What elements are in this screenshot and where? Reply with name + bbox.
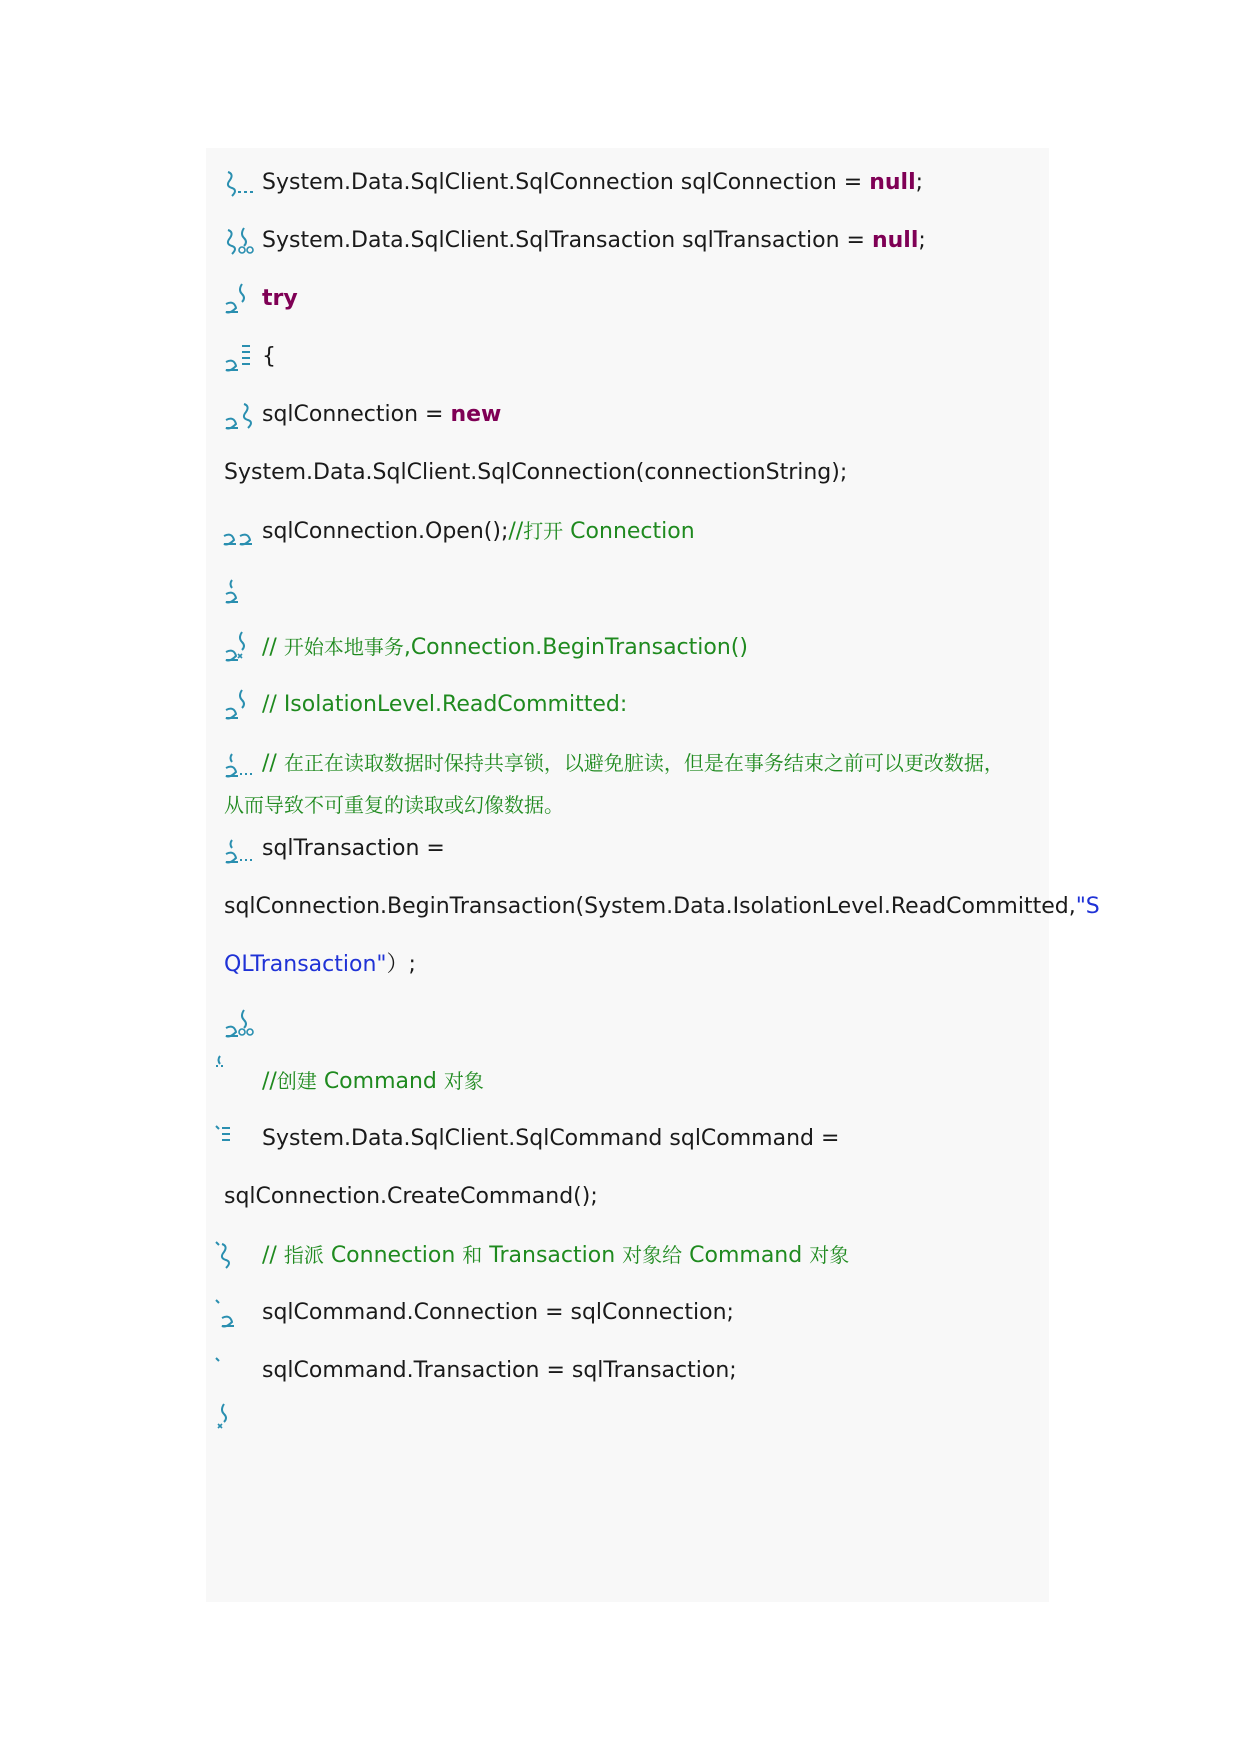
code-text: sqlCommand.Connection = sqlConnection;	[262, 1300, 734, 1325]
keyword: try	[262, 286, 298, 311]
comment-cn: 在正在读取数据时保持共享锁，以避免脏读，但是在事务结束之前可以更改数据，	[283, 751, 1004, 775]
code-text: System.Data.SqlClient.SqlTransaction sqlTransaction =	[262, 228, 872, 253]
code-text: sqlTransaction =	[262, 836, 445, 861]
comment: // IsolationLevel.ReadCommitted:	[262, 692, 628, 717]
code-panel	[206, 148, 1100, 1602]
gutter-marker-icon	[222, 574, 262, 610]
code-text: sqlConnection.CreateCommand();	[224, 1184, 598, 1209]
code-text: System.Data.SqlClient.SqlConnection(connectionString);	[224, 460, 848, 485]
gutter-marker-icon	[214, 1124, 254, 1160]
comment-cn: 创建	[276, 1069, 317, 1093]
keyword: new	[450, 402, 502, 427]
comment-cn: 对象	[809, 1243, 850, 1267]
gutter-marker-icon	[222, 342, 262, 378]
comment-cn: 和	[462, 1243, 483, 1267]
code-punct: ;	[915, 170, 924, 195]
comment: //	[508, 519, 524, 544]
comment: Command	[682, 1243, 810, 1268]
code-text: sqlCommand.Transaction = sqlTransaction;	[262, 1358, 737, 1383]
code-text: {	[262, 344, 276, 369]
gutter-marker-icon	[222, 516, 262, 552]
comment-cn-continued: 从而导致不可重复的读取或幻像数据。	[224, 793, 564, 817]
comment: Command	[316, 1069, 444, 1094]
gutter-marker-icon	[222, 632, 262, 668]
comment: Transaction	[482, 1243, 623, 1268]
gutter-marker-icon	[222, 226, 262, 262]
string-literal: QLTransaction"	[224, 952, 387, 977]
gutter-marker-icon	[222, 834, 262, 870]
comment-cn: 开始本地事务	[283, 635, 404, 659]
gutter-marker-icon	[222, 400, 262, 436]
gutter-marker-icon	[214, 1240, 254, 1276]
comment: //	[262, 751, 284, 776]
comment-cn: 指派	[283, 1243, 324, 1267]
gutter-marker-icon	[214, 1402, 254, 1438]
code-text: System.Data.SqlClient.SqlCommand sqlCommand =	[262, 1126, 840, 1151]
code-punct: ）;	[386, 952, 416, 977]
comment-cn: 打开	[523, 519, 564, 543]
code-text: sqlConnection.Open();	[262, 519, 509, 544]
gutter-marker-icon	[222, 690, 262, 726]
code-text: System.Data.SqlClient.SqlConnection sqlConnection =	[262, 170, 870, 195]
comment: Connection	[323, 1243, 463, 1268]
comment-cn: 对象给	[622, 1243, 683, 1267]
comment: //	[262, 1243, 284, 1268]
gutter-marker-icon	[214, 1052, 254, 1088]
code-text: sqlConnection.BeginTransaction(System.Data.IsolationLevel.ReadCommitted,	[224, 894, 1076, 919]
keyword: null	[869, 170, 916, 195]
gutter-marker-icon	[222, 1008, 262, 1044]
comment: //	[262, 635, 284, 660]
comment-cn: 对象	[443, 1069, 484, 1093]
gutter-marker-icon	[214, 1298, 254, 1334]
gutter-marker-icon	[214, 1356, 254, 1392]
code-punct: ;	[918, 228, 926, 253]
comment: //	[262, 1069, 277, 1094]
comment: ,Connection.BeginTransaction()	[403, 635, 748, 660]
string-literal: "S	[1075, 894, 1100, 919]
keyword: null	[871, 228, 919, 253]
gutter-marker-icon	[222, 748, 262, 784]
gutter-marker-icon	[222, 284, 262, 320]
code-text: sqlConnection =	[262, 402, 451, 427]
comment: Connection	[563, 519, 695, 544]
gutter-marker-icon	[222, 168, 262, 204]
code-line-11	[206, 748, 1049, 828]
